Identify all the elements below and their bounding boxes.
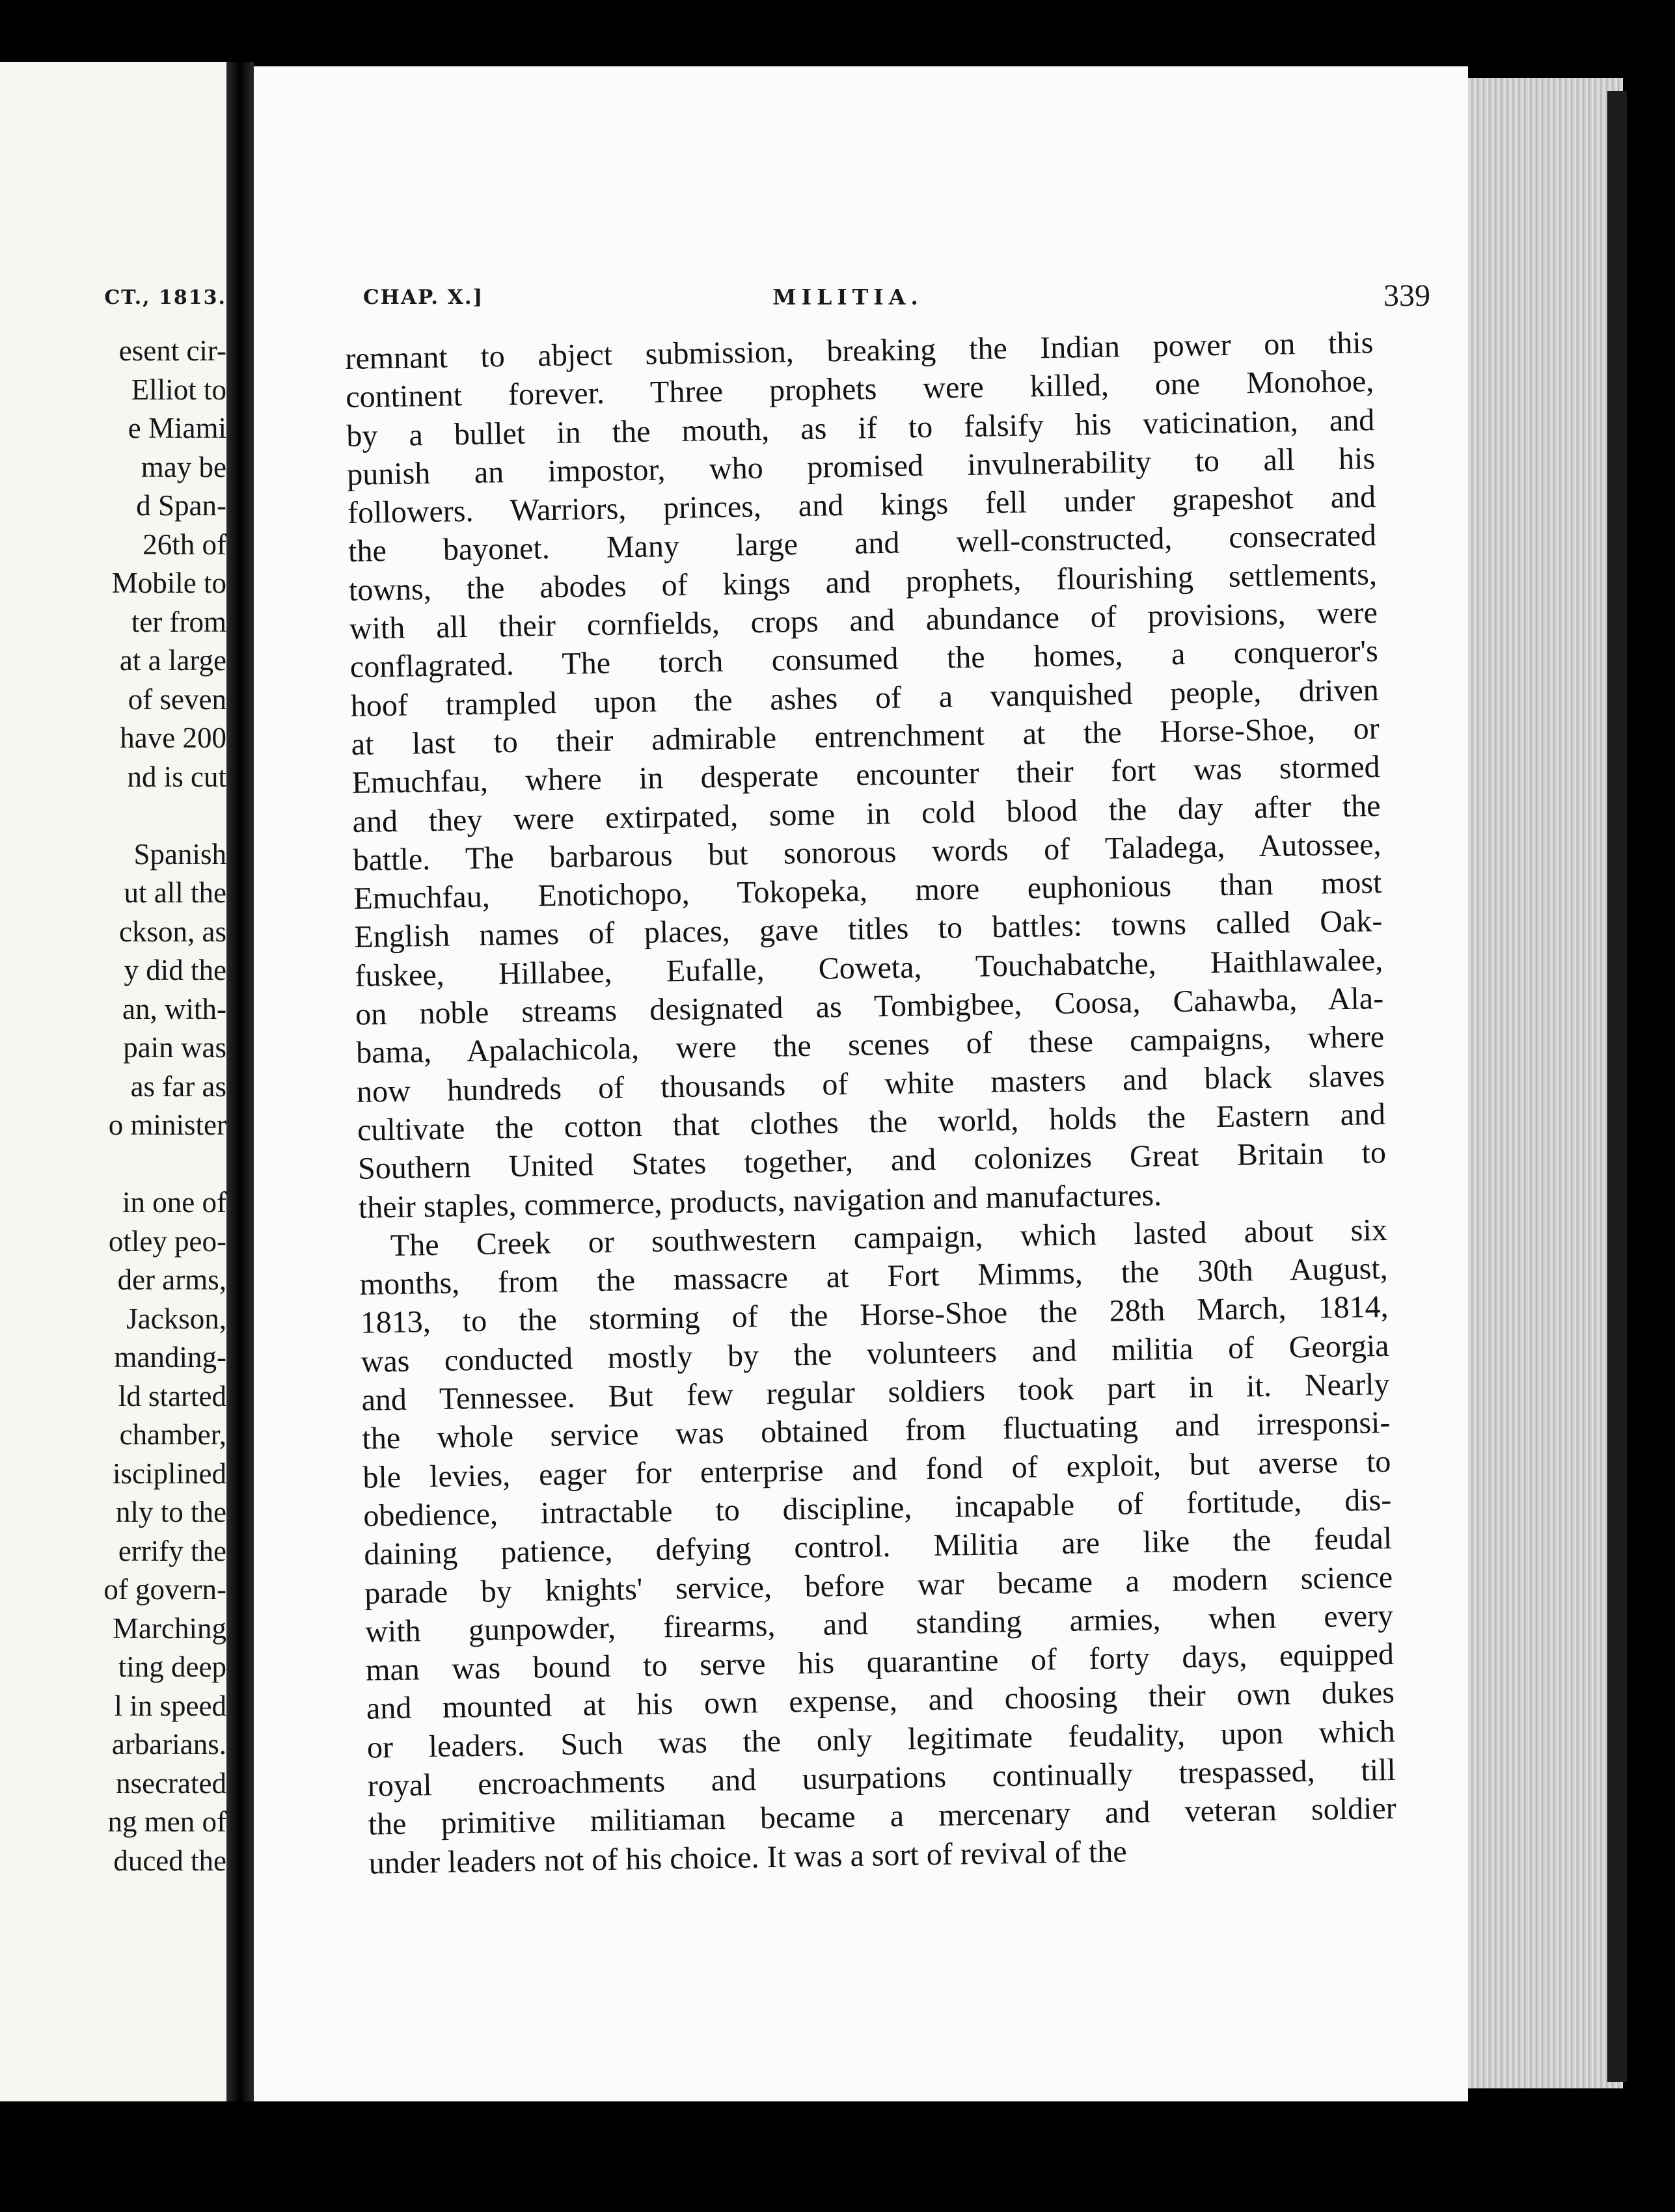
left-page-line-fragment: arbarians. bbox=[111, 1728, 226, 1760]
text-line: daining patience, defying control. Militia are like the feudal bbox=[363, 1521, 1393, 1572]
left-page-line-fragment: of govern- bbox=[103, 1573, 226, 1606]
text-line: or leaders. Such was the only legitimate feudality, upon which bbox=[366, 1714, 1396, 1765]
page-edge-stack bbox=[1468, 78, 1623, 2088]
text-line: the primitive militiaman became a mercenary and veteran soldier bbox=[368, 1791, 1397, 1842]
left-page-line-fragment: isciplined bbox=[113, 1457, 226, 1490]
text-line: the bayonet. Many large and well-constructed, consecrated bbox=[347, 518, 1377, 569]
left-page-line-fragment: d Span- bbox=[136, 489, 226, 522]
text-line: with gunpowder, firearms, and standing armies, when every bbox=[364, 1598, 1394, 1649]
left-page-line-fragment: Marching bbox=[113, 1612, 226, 1645]
left-page-line-fragment: may be bbox=[141, 450, 226, 483]
text-line: under leaders not of his choice. It was a sort of revival of the bbox=[368, 1833, 1127, 1881]
left-page-line-fragment: nly to the bbox=[116, 1496, 226, 1528]
left-page-line-fragment: y did the bbox=[124, 954, 226, 986]
left-page-line-fragment: l in speed bbox=[114, 1689, 226, 1722]
book-gutter bbox=[226, 62, 254, 2101]
text-line: now hundreds of thousands of white masters and black slaves bbox=[356, 1058, 1385, 1109]
text-line: bama, Apalachicola, were the scenes of these campaigns, where bbox=[355, 1019, 1385, 1071]
text-line: ble levies, eager for enterprise and fond of exploit, but averse to bbox=[362, 1444, 1391, 1495]
left-page-line-fragment: Jackson, bbox=[126, 1302, 226, 1335]
text-line: parade by knights' service, before war became a modern science bbox=[364, 1559, 1393, 1611]
text-line: at last to their admirable entrenchment at the Horse-Shoe, or bbox=[351, 711, 1380, 762]
running-head bbox=[363, 278, 1430, 317]
page-edge-shadow bbox=[1607, 91, 1627, 2082]
left-page-line-fragment: errify the bbox=[118, 1534, 226, 1567]
text-line: towns, the abodes of kings and prophets, flourishing settlements, bbox=[348, 556, 1378, 608]
text-line: fuskee, Hillabee, Eufalle, Coweta, Touchabatche, Haithlawalee, bbox=[354, 942, 1383, 993]
text-line: followers. Warriors, princes, and kings fell under grapeshot and bbox=[347, 479, 1376, 531]
left-page-line-fragment: Spanish bbox=[133, 837, 226, 870]
left-page-line-fragment: esent cir- bbox=[118, 334, 226, 367]
text-line: was conducted mostly by the volunteers and militia of Georgia bbox=[361, 1328, 1389, 1379]
left-page-line-fragment: der arms, bbox=[117, 1263, 226, 1296]
chapter-label: CHAP. X.] bbox=[363, 286, 484, 309]
left-page-line-fragment: e Miami bbox=[128, 412, 226, 444]
left-page-line-fragment: as far as bbox=[130, 1070, 226, 1103]
left-page-line-fragment: ng men of bbox=[107, 1805, 226, 1838]
text-line: and they were extirpated, some in cold blood the day after the bbox=[352, 788, 1381, 839]
text-line: English names of places, gave titles to battles: towns called Oak- bbox=[354, 904, 1383, 955]
left-page-line-fragment: ter from bbox=[131, 605, 226, 638]
left-page-line-fragment: of seven bbox=[128, 682, 226, 716]
text-line: man was bound to serve his quarantine of forty days, equipped bbox=[365, 1637, 1395, 1688]
left-page-line-fragment: otley peo- bbox=[108, 1224, 226, 1258]
text-line: their staples, commerce, products, navigation and manufactures. bbox=[358, 1177, 1162, 1225]
text-line: on noble streams designated as Tombigbee, Coosa, Cahawba, Ala- bbox=[355, 981, 1384, 1032]
right-page bbox=[254, 66, 1468, 2101]
left-page-line-fragment: an, with- bbox=[122, 992, 226, 1025]
text-line: Emuchfau, where in desperate encounter their fort was stormed bbox=[351, 749, 1380, 801]
page-number: 339 bbox=[1383, 278, 1430, 313]
left-page-line-fragment: Elliot to bbox=[131, 373, 226, 406]
text-line: and Tennessee. But few regular soldiers took part in it. Nearly bbox=[361, 1367, 1390, 1418]
text-line: 1813, to the storming of the Horse-Shoe the 28th March, 1814, bbox=[360, 1289, 1389, 1341]
text-line: continent forever. Three prophets were killed, one Monohoe, bbox=[345, 364, 1374, 415]
left-page-line-fragment: ld started bbox=[118, 1379, 226, 1412]
left-page-line-fragment: duced the bbox=[113, 1844, 226, 1877]
left-page bbox=[0, 62, 226, 2101]
text-line: royal encroachments and usurpations continually trespassed, till bbox=[367, 1752, 1396, 1803]
left-page-line-fragment: pain was bbox=[123, 1031, 226, 1064]
text-line: punish an impostor, who promised invulnerability to all his bbox=[346, 441, 1376, 492]
left-page-header: CT., 1813. bbox=[104, 286, 226, 309]
left-page-line-fragment: nd is cut bbox=[127, 760, 226, 793]
running-title: MILITIA. bbox=[772, 284, 923, 310]
text-line: Southern United States together, and colonizes Great Britain to bbox=[357, 1135, 1387, 1187]
text-line: remnant to abject submission, breaking the Indian power on this bbox=[345, 325, 1374, 376]
left-page-line-fragment: manding- bbox=[114, 1341, 226, 1373]
left-page-line-fragment: at a large bbox=[119, 644, 226, 677]
left-page-line-fragment: in one of bbox=[122, 1186, 226, 1219]
left-page-line-fragment: o minister bbox=[108, 1109, 226, 1141]
left-page-line-fragment: ut all the bbox=[124, 876, 226, 909]
text-line: the whole service was obtained from fluctuating and irresponsi- bbox=[362, 1405, 1391, 1457]
left-page-line-fragment: nsecrated bbox=[116, 1766, 226, 1800]
text-line: months, from the massacre at Fort Mimms, the 30th August, bbox=[359, 1251, 1389, 1302]
text-line: by a bullet in the mouth, as if to falsify his vaticination, and bbox=[346, 402, 1375, 453]
left-page-line-fragment: have 200 bbox=[120, 722, 226, 754]
left-page-line-fragment: chamber, bbox=[119, 1418, 226, 1451]
left-page-line-fragment: Mobile to bbox=[111, 567, 226, 599]
text-line: Emuchfau, Enotichopo, Tokopeka, more euphonious than most bbox=[353, 865, 1382, 917]
text-line: battle. The barbarous but sonorous words of Taladega, Autossee, bbox=[353, 826, 1382, 878]
text-line: hoof trampled upon the ashes of a vanquished people, driven bbox=[350, 672, 1380, 723]
text-line: obedience, intractable to discipline, incapable of fortitude, dis- bbox=[362, 1482, 1392, 1533]
body-text bbox=[345, 323, 1397, 1882]
left-page-line-fragment: ckson, as bbox=[119, 915, 226, 948]
text-line: cultivate the cotton that clothes the world, holds the Eastern and bbox=[357, 1096, 1386, 1148]
text-line: and mounted at his own expense, and choosing their own dukes bbox=[366, 1675, 1395, 1727]
left-page-line-fragment: ting deep bbox=[118, 1651, 226, 1683]
text-line: with all their cornfields, crops and abundance of provisions, were bbox=[349, 595, 1378, 647]
text-line: conflagrated. The torch consumed the homes, a conqueror's bbox=[349, 634, 1379, 685]
left-page-line-fragment: 26th of bbox=[143, 528, 226, 561]
text-line: The Creek or southwestern campaign, which lasted about six bbox=[390, 1212, 1388, 1263]
